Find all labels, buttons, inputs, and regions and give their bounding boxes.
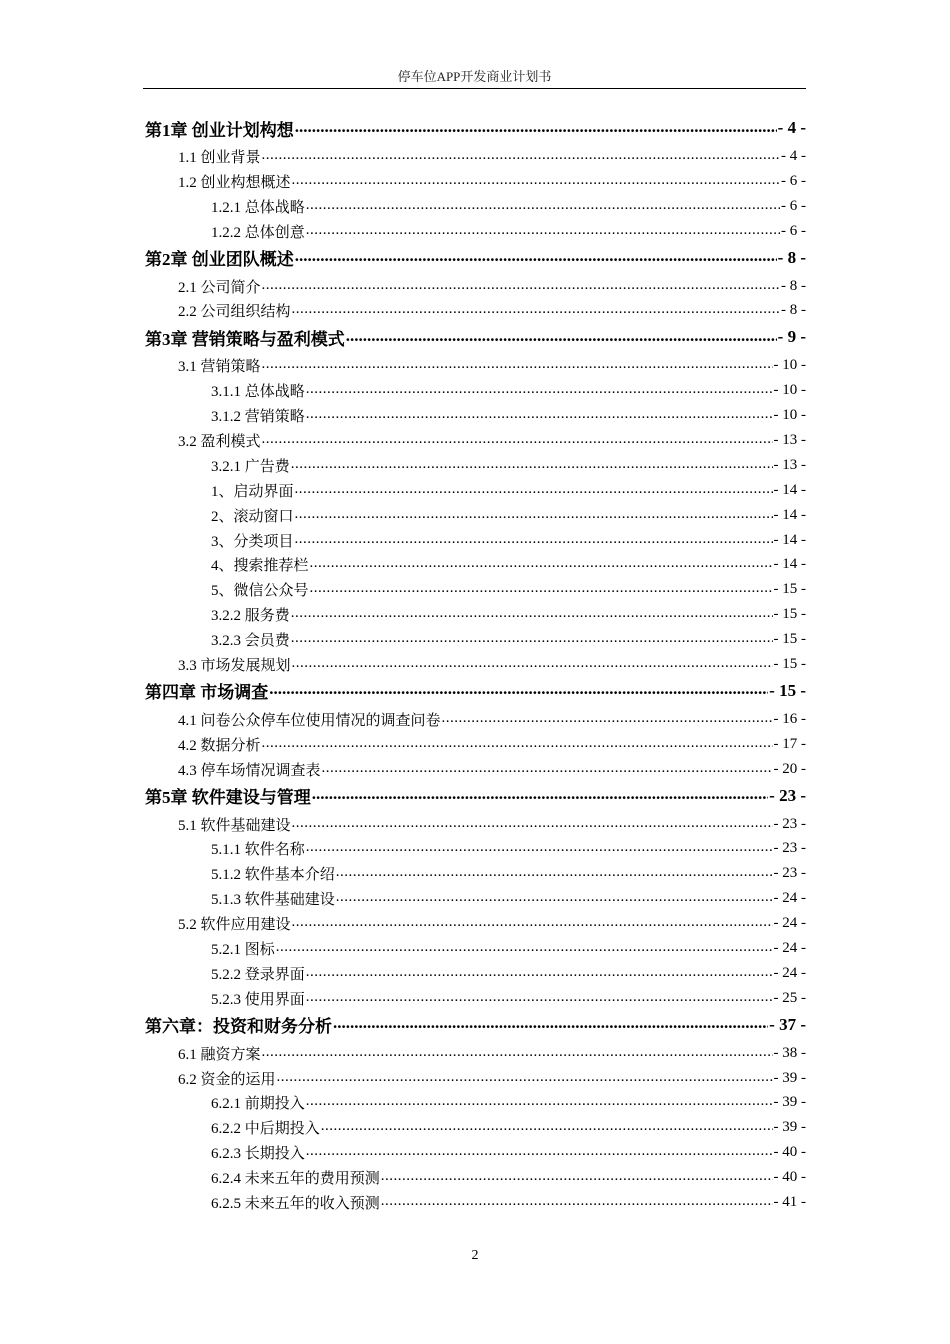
toc-entry-title: 5.2.2 登录界面 [211, 966, 305, 983]
toc-entry-page: - 40 - [773, 1144, 806, 1161]
toc-entry[interactable] [145, 652, 806, 677]
toc-entry-title: 5.1.1 软件名称 [211, 842, 305, 859]
toc-entry-page: - 40 - [773, 1169, 806, 1186]
dot-leader [346, 329, 777, 346]
toc-entry[interactable] [145, 602, 806, 627]
dot-leader [292, 174, 780, 189]
toc-chapter-entry[interactable] [145, 323, 806, 351]
toc-entry-title: 5、微信公众号 [211, 583, 309, 600]
dot-leader [295, 533, 773, 548]
toc-entry-title: 6.2.4 未来五年的费用预测 [211, 1171, 380, 1188]
toc-chapter-entry[interactable] [145, 677, 806, 705]
toc-entry-page: - 38 - [773, 1044, 806, 1061]
toc-entry[interactable] [145, 1041, 806, 1066]
dot-leader [336, 866, 773, 881]
dot-leader [269, 682, 768, 699]
toc-entry-title: 1、启动界面 [211, 483, 294, 500]
dot-leader [306, 224, 780, 239]
toc-entry[interactable] [145, 961, 806, 986]
toc-entry[interactable] [145, 911, 806, 936]
running-header: 停车位APP开发商业计划书 [397, 69, 552, 84]
toc-entry-page: - 41 - [773, 1194, 806, 1210]
toc-entry-title: 1.2 创业构想概述 [178, 174, 291, 191]
toc-entry-page: - 39 - [773, 1119, 806, 1136]
toc-entry[interactable] [145, 1190, 806, 1215]
toc-chapter-entry[interactable] [145, 782, 806, 810]
toc-entry-page: - 16 - [773, 710, 806, 727]
toc-entry[interactable] [145, 757, 806, 782]
dot-leader [291, 607, 773, 622]
toc-entry-title: 4.3 停车场情况调查表 [178, 762, 321, 779]
toc-entry-page: - 6 - [781, 172, 806, 189]
dot-leader [276, 941, 773, 956]
toc-entry[interactable] [145, 707, 806, 732]
toc-entry-title: 3.1 营销策略 [178, 359, 261, 376]
toc-entry-page: - 8 - [777, 247, 806, 267]
toc-entry[interactable] [145, 144, 806, 169]
dot-leader [292, 817, 773, 832]
table-of-contents [145, 114, 806, 1215]
dot-leader [312, 787, 768, 804]
toc-entry[interactable] [145, 219, 806, 244]
toc-entry[interactable] [145, 812, 806, 837]
toc-entry-title: 6.2 资金的运用 [178, 1071, 276, 1088]
toc-entry-title: 3.2.1 广告费 [211, 458, 290, 475]
toc-entry-page: - 8 - [781, 277, 806, 294]
dot-leader [306, 1095, 773, 1110]
toc-entry-page: - 15 - [773, 631, 806, 648]
dot-leader [262, 737, 773, 752]
toc-entry-title: 第3章 营销策略与盈利模式 [145, 329, 345, 349]
toc-chapter-entry[interactable] [145, 114, 806, 142]
toc-entry-page: - 14 - [773, 481, 806, 498]
toc-entry-page: - 4 - [777, 118, 806, 137]
dot-leader [306, 383, 773, 398]
toc-entry-page: - 10 - [773, 382, 806, 399]
dot-leader [381, 1170, 773, 1185]
toc-entry[interactable] [145, 836, 806, 861]
toc-entry-title: 第5章 软件建设与管理 [145, 788, 311, 808]
toc-entry-page: - 24 - [773, 890, 806, 907]
toc-entry-title: 5.2 软件应用建设 [178, 917, 291, 934]
dot-leader [306, 1145, 773, 1160]
dot-leader [295, 508, 773, 523]
dot-leader [295, 249, 777, 266]
toc-entry[interactable] [145, 1140, 806, 1165]
dot-leader [306, 408, 773, 423]
toc-entry[interactable] [145, 986, 806, 1011]
dot-leader [306, 199, 780, 214]
toc-entry-title: 2.1 公司简介 [178, 279, 261, 296]
toc-entry-page: - 6 - [781, 222, 806, 239]
toc-entry-page: - 15 - [773, 655, 806, 672]
toc-entry-title: 5.2.1 图标 [211, 941, 275, 958]
toc-entry-page: - 13 - [773, 431, 806, 448]
dot-leader [306, 991, 773, 1006]
toc-entry[interactable] [145, 886, 806, 911]
toc-entry-page: - 25 - [773, 989, 806, 1006]
toc-entry-page: - 23 - [769, 785, 806, 805]
toc-entry[interactable] [145, 1091, 806, 1116]
toc-entry[interactable] [145, 403, 806, 428]
toc-entry-title: 第1章 创业计划构想 [145, 120, 294, 140]
toc-entry-page: - 37 - [769, 1014, 806, 1034]
toc-entry-page: - 6 - [781, 197, 806, 214]
toc-entry-title: 2、滚动窗口 [211, 508, 294, 525]
dot-leader [277, 1071, 773, 1086]
toc-entry-page: - 24 - [773, 964, 806, 981]
toc-entry-page: - 10 - [773, 357, 806, 374]
dot-leader [306, 966, 773, 981]
toc-entry[interactable] [145, 627, 806, 652]
dot-leader [262, 433, 773, 448]
dot-leader [291, 458, 773, 473]
toc-entry-page: - 10 - [773, 407, 806, 424]
toc-entry-page: - 15 - [773, 581, 806, 598]
page-number: 2 [471, 1248, 479, 1263]
dot-leader [295, 120, 777, 137]
dot-leader [262, 279, 780, 294]
toc-entry[interactable] [145, 577, 806, 602]
toc-entry[interactable] [145, 353, 806, 378]
toc-entry-title: 6.2.3 长期投入 [211, 1146, 305, 1163]
toc-entry-title: 3.1.2 营销策略 [211, 409, 305, 426]
dot-leader [310, 582, 773, 597]
toc-entry[interactable] [145, 1066, 806, 1091]
toc-entry-page: - 39 - [773, 1094, 806, 1111]
toc-entry-title: 3.2.2 服务费 [211, 608, 290, 625]
toc-entry-title: 6.2.1 前期投入 [211, 1096, 305, 1113]
toc-entry-title: 3、分类项目 [211, 533, 294, 550]
toc-entry-page: - 24 - [773, 939, 806, 956]
dot-leader [292, 303, 780, 318]
dot-leader [442, 712, 773, 727]
header-rule [143, 88, 806, 89]
toc-entry[interactable] [145, 378, 806, 403]
toc-entry[interactable] [145, 428, 806, 453]
toc-chapter-entry[interactable] [145, 1011, 806, 1039]
toc-entry-title: 6.1 融资方案 [178, 1046, 261, 1063]
toc-entry-title: 4.1 问卷公众停车位使用情况的调查问卷 [178, 712, 441, 729]
toc-entry-title: 3.2 盈利模式 [178, 433, 261, 450]
toc-entry[interactable] [145, 732, 806, 757]
toc-entry-title: 5.1.2 软件基本介绍 [211, 867, 335, 884]
toc-entry-page: - 15 - [769, 680, 806, 700]
toc-entry-title: 6.2.2 中后期投入 [211, 1121, 320, 1138]
toc-entry-title: 第六章：投资和财务分析 [145, 1017, 332, 1037]
toc-entry-page: - 20 - [773, 760, 806, 777]
toc-entry-page: - 23 - [773, 840, 806, 857]
toc-entry-page: - 9 - [777, 327, 806, 347]
toc-entry-page: - 23 - [773, 815, 806, 832]
toc-entry-page: - 13 - [773, 456, 806, 473]
toc-entry-title: 1.2.1 总体战略 [211, 199, 305, 216]
toc-entry-page: - 15 - [773, 606, 806, 623]
toc-chapter-entry[interactable] [145, 244, 806, 272]
toc-entry-page: - 14 - [773, 531, 806, 548]
dot-leader [262, 149, 780, 164]
dot-leader [291, 632, 773, 647]
toc-entry-page: - 14 - [773, 556, 806, 573]
toc-entry-page: - 23 - [773, 865, 806, 882]
toc-entry-title: 5.1 软件基础建设 [178, 817, 291, 834]
toc-entry-title: 1.2.2 总体创意 [211, 224, 305, 241]
toc-entry-page: - 4 - [781, 147, 806, 164]
toc-entry-title: 4.2 数据分析 [178, 737, 261, 754]
toc-entry-title: 3.2.3 会员费 [211, 633, 290, 650]
dot-leader [292, 657, 773, 672]
toc-entry[interactable] [145, 274, 806, 299]
toc-entry-page: - 8 - [781, 302, 806, 319]
toc-entry[interactable] [145, 503, 806, 528]
toc-entry[interactable] [145, 478, 806, 503]
toc-entry-page: - 17 - [773, 735, 806, 752]
toc-entry-page: - 24 - [773, 915, 806, 932]
dot-leader [310, 557, 773, 572]
toc-entry-title: 第2章 创业团队概述 [145, 250, 294, 270]
dot-leader [262, 1046, 773, 1061]
dot-leader [336, 891, 773, 906]
dot-leader [321, 1120, 773, 1135]
toc-entry[interactable] [145, 169, 806, 194]
toc-entry[interactable] [145, 1115, 806, 1140]
toc-entry-title: 1.1 创业背景 [178, 149, 261, 166]
dot-leader [295, 483, 773, 498]
dot-leader [306, 841, 773, 856]
toc-entry[interactable] [145, 936, 806, 961]
dot-leader [381, 1195, 773, 1210]
dot-leader [292, 916, 773, 931]
toc-entry-title: 5.1.3 软件基础建设 [211, 892, 335, 909]
toc-entry[interactable] [145, 528, 806, 553]
toc-entry[interactable] [145, 1165, 806, 1190]
toc-entry-title: 第四章 市场调查 [145, 683, 269, 703]
toc-entry[interactable] [145, 861, 806, 886]
toc-entry[interactable] [145, 194, 806, 219]
toc-entry-page: - 14 - [773, 506, 806, 523]
toc-entry-title: 6.2.5 未来五年的收入预测 [211, 1196, 380, 1212]
toc-entry[interactable] [145, 298, 806, 323]
toc-entry[interactable] [145, 552, 806, 577]
toc-entry-page: - 39 - [773, 1069, 806, 1086]
toc-entry-title: 5.2.3 使用界面 [211, 991, 305, 1008]
toc-entry-title: 3.3 市场发展规划 [178, 657, 291, 674]
toc-entry-title: 2.2 公司组织结构 [178, 304, 291, 321]
dot-leader [262, 358, 773, 373]
dot-leader [333, 1016, 768, 1033]
toc-entry[interactable] [145, 453, 806, 478]
toc-entry-title: 3.1.1 总体战略 [211, 384, 305, 401]
dot-leader [322, 762, 773, 777]
toc-entry-title: 4、搜索推荐栏 [211, 558, 309, 575]
